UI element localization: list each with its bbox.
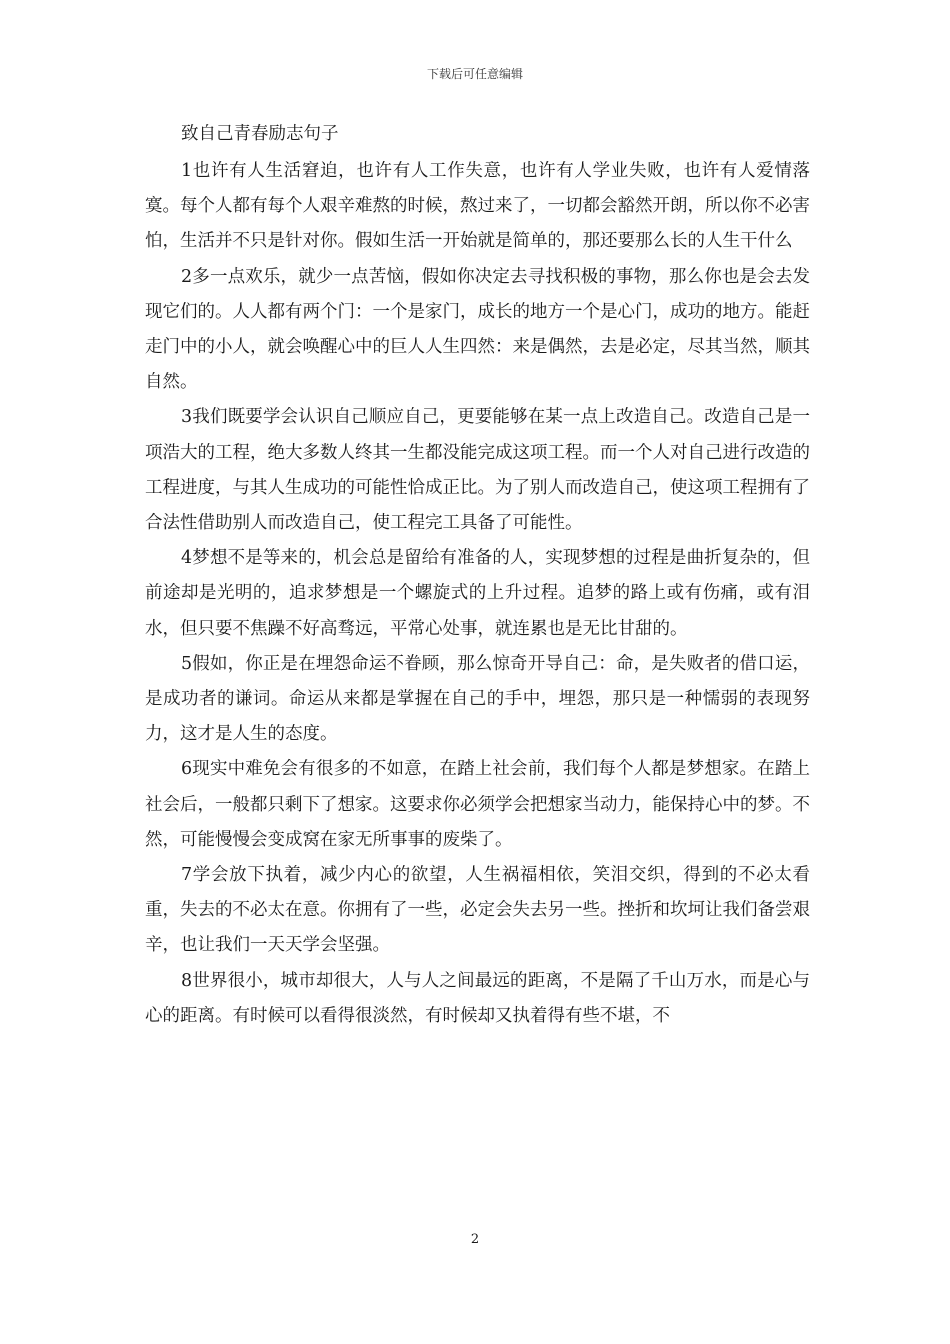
page-header: 下载后可任意编辑 [426, 67, 523, 81]
document-body [145, 118, 810, 1034]
paragraph-4: 4梦想不是等来的，机会总是留给有准备的人，实现梦想的过程是曲折复杂的，但前途却是光明的，追求梦想是一个螺旋式的上升过程。追梦的路上或有伤痛，或有泪水，但只要不焦躁不好高骛远，平常心处事，就连累也是无比甘甜的。 [145, 548, 810, 639]
paragraph-1: 1也许有人生活窘迫，也许有人工作失意，也许有人学业失败，也许有人爱情落寞。每个人都有每个人艰辛难熬的时候，熬过来了，一切都会豁然开朗，所以你不必害怕，生活并不只是针对你。假如生活一开始就是简单的，那还要那么长的人生干什么 [145, 161, 810, 252]
paragraph-6: 6现实中难免会有很多的不如意，在踏上社会前，我们每个人都是梦想家。在踏上社会后，一般都只剩下了想家。这要求你必须学会把想家当动力，能保持心中的梦。不然，可能慢慢会变成窝在家无所事事的废柴了。 [145, 759, 810, 850]
paragraph-3: 3我们既要学会认识自己顺应自己，更要能够在某一点上改造自己。改造自己是一项浩大的工程，绝大多数人终其一生都没能完成这项工程。而一个人对自己进行改造的工程进度，与其人生成功的可能性恰成正比。为了别人而改造自己，使这项工程拥有了合法性借助别人而改造自己，使工程完工具备了可能性。 [145, 407, 810, 534]
paragraph-5: 5假如，你正是在埋怨命运不眷顾，那么惊奇开导自己：命，是失败者的借口运，是成功者的谦词。命运从来都是掌握在自己的手中，埋怨，那只是一种懦弱的表现努力，这才是人生的态度。 [145, 653, 810, 745]
page-number: 2 [470, 1232, 480, 1247]
paragraph-2: 2多一点欢乐，就少一点苦恼，假如你决定去寻找积极的事物，那么你也是会去发现它们的。人人都有两个门：一个是家门，成长的地方一个是心门，成功的地方。能赶走门中的小人，就会唤醒心中的巨人人生四然：来是偶然，去是必定，尽其当然，顺其自然。 [145, 266, 810, 393]
document-title: 致自己青春励志句子 [181, 124, 339, 144]
paragraph-8: 8世界很小，城市却很大，人与人之间最远的距离，不是隔了千山万水，而是心与心的距离。有时候可以看得很淡然，有时候却又执着得有些不堪，不 [145, 970, 810, 1026]
paragraph-7: 7学会放下执着，减少内心的欲望，人生祸福相依，笑泪交织，得到的不必太看重，失去的不必太在意。你拥有了一些，必定会失去另一些。挫折和坎坷让我们备尝艰辛，也让我们一天天学会坚强。 [145, 865, 810, 956]
